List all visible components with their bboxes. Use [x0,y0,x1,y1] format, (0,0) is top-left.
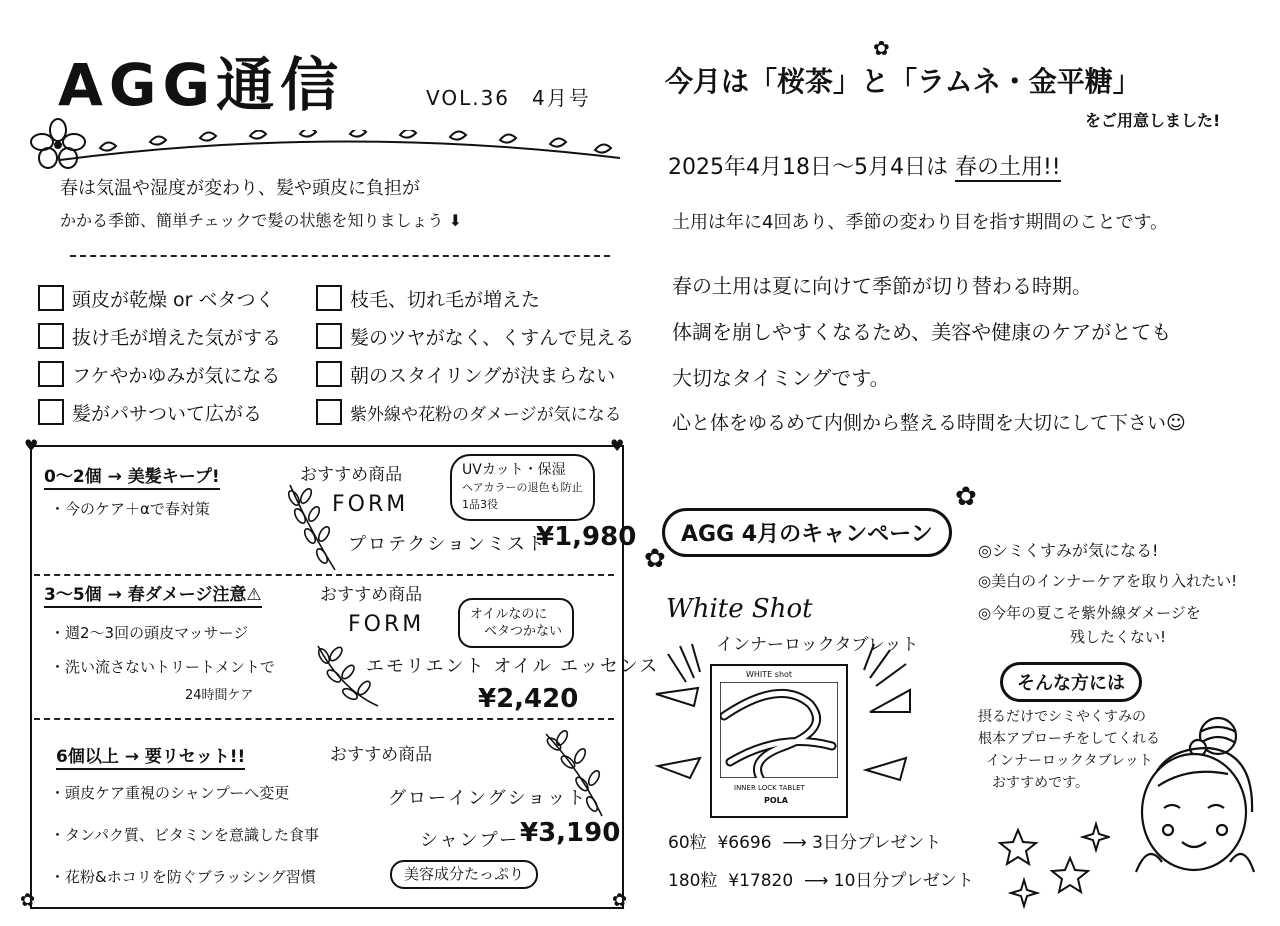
doyo-paragraph: 土用は年に4回あり、季節の変わり目を指す期間のことです。 [672,212,1169,233]
description-line: 摂るだけでシミやくすみの [978,709,1146,725]
checklist-label: 頭皮が乾燥 or ベタつく [72,288,275,311]
product-price: ¥3,190 [520,818,621,848]
section-tip: ・頭皮ケア重視のシャンプーへ変更 [50,784,290,802]
checklist-label: 枝毛、切れ毛が増えた [350,288,541,311]
checkbox[interactable] [316,285,342,311]
arrow-right-icon: ⟶ [803,871,829,891]
offer-gift: 3日分プレゼント [812,833,942,853]
section-tip: ・週2〜3回の頭皮マッサージ [50,624,249,642]
product-brand: グローイングショット [388,788,588,809]
flower-corner-icon: ✿ [612,890,628,911]
package-maker: POLA [764,796,788,805]
leaf-garland-decoration [60,130,620,166]
checklist-label: フケやかゆみが気になる [72,364,281,387]
product-name: エモリエント オイル エッセンス [366,656,660,677]
campaign-product: インナーロックタブレット [716,635,919,655]
doyo-highlight: 春の土用!! [954,155,1061,180]
offer-price: ¥17820 [728,871,794,891]
heart-icon: ♥ [24,436,39,455]
product-price: ¥1,980 [536,522,637,552]
campaign-brand: White Shot [666,594,813,624]
bubble-text: 1品3役 [462,498,498,511]
description-line: 根本アプローチをしてくれる [978,731,1160,747]
section-tip: 24時間ケア [185,688,254,703]
package-top-label: WHITE shot [746,670,793,679]
doyo-paragraph: 春の土用は夏に向けて季節が切り替わる時期。 [672,274,1092,298]
feature-bubble [458,598,574,648]
description-line: おすすめです。 [992,775,1090,791]
offer-row [668,866,974,891]
flower-corner-icon: ✿ [20,890,36,911]
checkbox[interactable] [38,361,64,387]
campaign-check: 残したくない! [1070,628,1167,646]
sparkle-rays-left [650,640,710,810]
recommend-label: おすすめ商品 [330,745,433,765]
newsletter-title: AGG通信 [58,51,345,119]
checkbox[interactable] [38,285,64,311]
doyo-paragraph: 体調を崩しやすくなるため、美容や健康のケアがとても [672,320,1172,344]
product-name: シャンプー [420,830,520,851]
package-swirl-graphic [720,682,838,778]
checklist-item[interactable] [38,394,281,430]
checklist-label: 髪がパサついて広がる [72,402,263,425]
bubble-text: ベタつかない [484,624,563,639]
section-heading: 6個以上 → 要リセット!! [56,742,245,770]
offer-qty: 180粒 [668,871,718,891]
bubble-text: UVカット・保湿 [462,462,566,478]
stars-decoration [990,820,1110,916]
product-name: プロテクションミスト [348,534,547,555]
monthly-treats-title: 今月は「桜茶」と「ラムネ・金平糖」 [665,65,1141,98]
bubble-text: 美容成分たっぷり [404,865,525,883]
issue-number: VOL.36 4月号 [426,86,591,110]
bubble-text: ヘアカラーの退色も防止 [462,481,583,494]
recommend-label: おすすめ商品 [300,465,403,485]
checklist-item[interactable] [316,394,634,430]
doyo-paragraph: 心と体をゆるめて内側から整える時間を大切にして下さい☺ [672,412,1186,434]
flower-icon: ✿ [644,544,666,574]
divider [34,574,614,576]
arrow-down-icon: ⬇ [448,211,463,230]
recommend-label: おすすめ商品 [320,585,423,605]
campaign-title: AGG 4月のキャンペーン [662,508,952,557]
checklist-item[interactable] [38,356,281,392]
checkbox[interactable] [316,323,342,349]
doyo-paragraph: 大切なタイミングです。 [672,366,890,390]
laurel-branch-icon [312,640,382,712]
section-heading: 3〜5個 → 春ダメージ注意⚠ [44,580,262,608]
checklist-item[interactable] [316,318,634,354]
checkbox[interactable] [316,361,342,387]
offer-row [668,828,941,853]
checklist-label: 朝のスタイリングが決まらない [350,364,616,387]
section-tip: ・タンパク質、ビタミンを意識した食事 [50,826,319,844]
intro-line-2: かかる季節、簡単チェックで髪の状態を知りましょう ⬇ [60,211,463,230]
checklist-right [316,280,634,430]
checkbox[interactable] [316,399,342,425]
checklist-label: 髪のツヤがなく、くすんで見える [350,326,635,349]
checkbox[interactable] [38,399,64,425]
sonna-label: そんな方には [1000,662,1142,702]
section-heading: 0〜2個 → 美髪キープ! [44,462,220,490]
arrow-right-icon: ⟶ [782,833,807,853]
offer-gift: 10日分プレゼント [833,871,974,891]
laurel-branch-icon [540,730,610,820]
section-tip: ・花粉&ホコリを防ぐブラッシング習慣 [50,868,316,886]
description-line: インナーロックタブレット [986,753,1153,769]
checklist-item[interactable] [38,280,281,316]
checklist-item[interactable] [316,280,634,316]
doyo-date [668,150,1061,181]
bubble-text: オイルなのに [470,607,548,622]
section-tip: ・今のケア＋αで春対策 [50,500,210,518]
divider [34,718,614,720]
checklist-item[interactable] [38,318,281,354]
sakura-small-icon: ✿ [873,36,890,60]
feature-bubble [450,454,595,521]
campaign-check: ◎美白のインナーケアを取り入れたい! [978,572,1238,590]
girl-illustration [1128,712,1258,902]
section-tip: ・洗い流さないトリートメントで [50,658,275,676]
package-label: INNER LOCK TABLET [734,784,805,792]
divider [70,255,610,257]
offer-qty: 60粒 [668,833,707,853]
laurel-branch-icon [280,480,340,575]
campaign-check: ◎シミくすみが気になる! [978,541,1159,560]
checklist-item[interactable] [316,356,634,392]
sparkle-rays-right [850,640,920,810]
doyo-date-text: 2025年4月18日〜5月4日は [668,155,948,180]
checklist-label: 抜け毛が増えた気がする [72,326,282,349]
heart-icon: ♥ [610,436,625,455]
offer-price: ¥6696 [717,833,772,853]
flower-icon: ✿ [955,482,977,512]
checklist-left [38,280,281,430]
product-price: ¥2,420 [478,684,579,714]
product-brand: FORM [348,612,425,637]
intro-line-1: 春は気温や湿度が変わり、髪や頭皮に負担が [60,178,420,199]
product-brand: FORM [332,492,409,517]
checklist-label: 紫外線や花粉のダメージが気になる [350,404,622,425]
monthly-treats-subtitle: をご用意しました! [1085,111,1221,130]
feature-bubble [390,860,538,889]
campaign-check: ◎今年の夏こそ紫外線ダメージを [978,604,1201,622]
checkbox[interactable] [38,323,64,349]
product-package [710,664,848,818]
